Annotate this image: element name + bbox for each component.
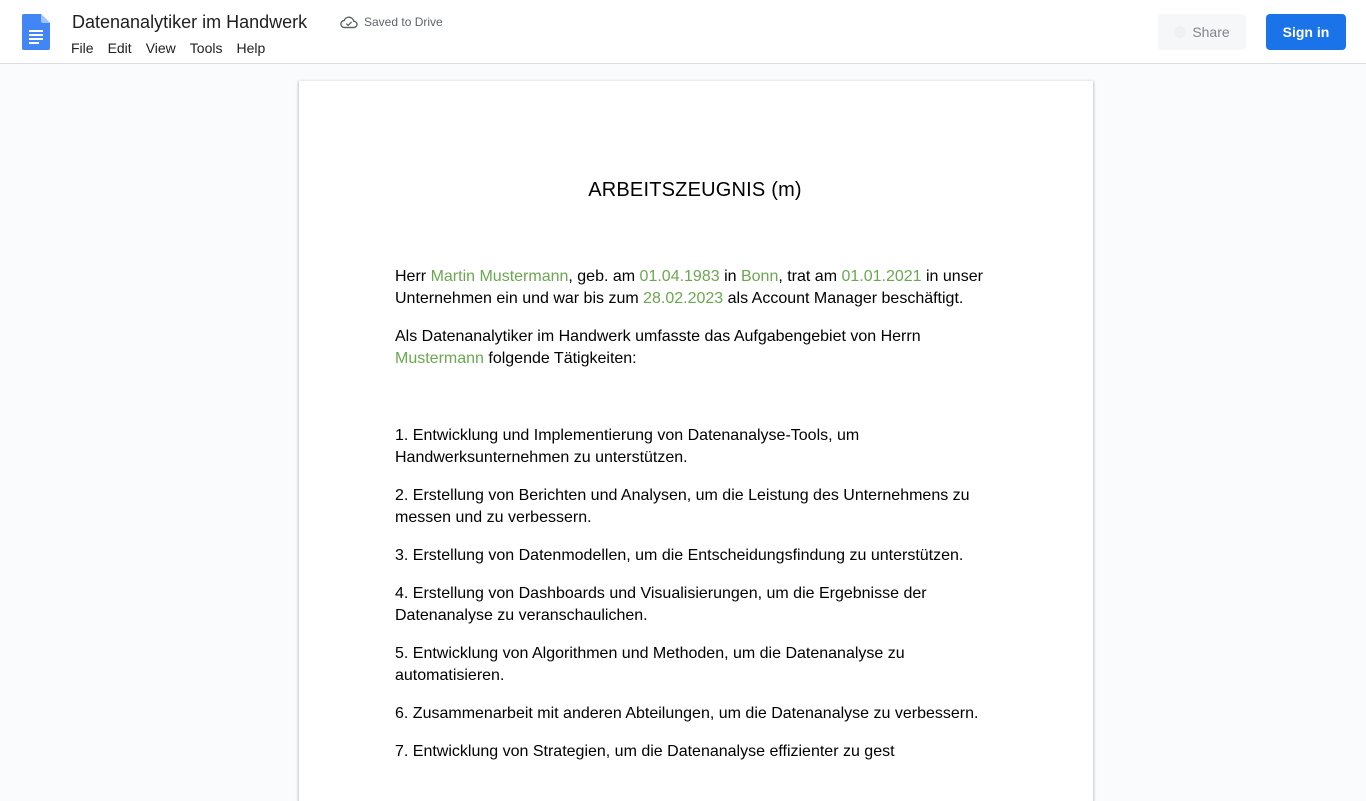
task-item: 4. Erstellung von Dashboards und Visualisierungen, um die Ergebnisse der Datenanalyse zu veranschaulichen. — [395, 585, 927, 624]
menu-view[interactable]: View — [145, 40, 176, 56]
app-header — [0, 0, 1366, 64]
birth-date: 01.04.1983 — [639, 268, 720, 285]
tasks-intro-text-2: folgende Tätigkeiten: — [483, 350, 637, 367]
task-item: 2. Erstellung von Berichten und Analysen, um die Leistung des Unternehmens zu messen und zu verbessern. — [395, 487, 970, 526]
share-label: Share — [1192, 24, 1230, 40]
end-date: 28.02.2023 — [643, 290, 724, 307]
intro-text-1: Herr — [395, 268, 431, 285]
birth-place: Bonn — [740, 268, 779, 285]
intro-text-4: , trat am — [778, 268, 842, 285]
share-button[interactable] — [1158, 14, 1246, 50]
task-item: 6. Zusammenarbeit mit anderen Abteilungen, um die Datenanalyse zu verbessern. — [395, 705, 979, 722]
document-heading: ARBEITSZEUGNIS (m) — [588, 179, 802, 201]
task-item: 3. Erstellung von Datenmodellen, um die Entscheidungsfindung zu unterstützen. — [395, 547, 964, 564]
tasks-intro-paragraph — [395, 326, 995, 370]
menu-edit[interactable]: Edit — [107, 40, 132, 56]
task-item: 5. Entwicklung von Algorithmen und Methoden, um die Datenanalyse zu automatisieren. — [395, 645, 905, 684]
task-item: 1. Entwicklung und Implementierung von Datenanalyse-Tools, um Handwerksunternehmen zu unterstützen. — [395, 427, 860, 466]
document-page[interactable] — [299, 81, 1093, 801]
intro-text-3: in — [719, 268, 741, 285]
lock-icon — [1174, 26, 1186, 38]
task-item: 7. Entwicklung von Strategien, um die Datenanalyse effizienter zu gest — [395, 743, 895, 760]
tasks-intro-text-1: Als Datenanalytiker im Handwerk umfasste das Aufgabengebiet von Herrn — [395, 328, 921, 345]
sign-in-button[interactable]: Sign in — [1266, 14, 1346, 50]
intro-text-2: , geb. am — [568, 268, 640, 285]
menu-tools[interactable]: Tools — [189, 40, 223, 56]
menu-help[interactable]: Help — [236, 40, 266, 56]
google-docs-icon[interactable] — [22, 14, 50, 50]
intro-text-6: als Account Manager beschäftigt. — [723, 290, 964, 307]
start-date: 01.01.2021 — [841, 268, 922, 285]
intro-paragraph — [395, 266, 995, 310]
save-status-label: Saved to Drive — [364, 15, 443, 29]
menu-file[interactable]: File — [71, 40, 94, 56]
employee-name: Martin Mustermann — [430, 268, 569, 285]
document-title[interactable]: Datenanalytiker im Handwerk — [72, 12, 308, 32]
cloud-done-icon — [340, 15, 358, 29]
menu-bar — [64, 38, 272, 58]
save-status[interactable] — [340, 13, 443, 31]
employee-surname: Mustermann — [395, 350, 484, 367]
intro-text-5: in unser Unternehmen ein und war bis zum — [395, 268, 983, 307]
